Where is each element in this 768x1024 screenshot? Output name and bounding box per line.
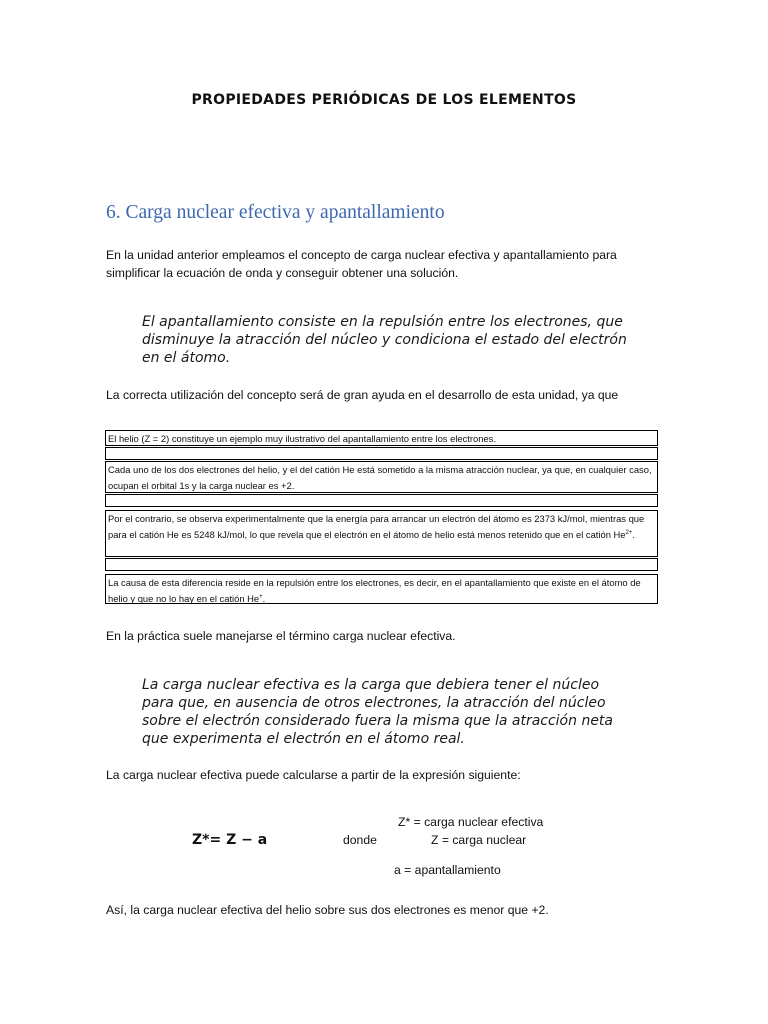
section-heading: 6. Carga nuclear efectiva y apantallamiento bbox=[106, 202, 445, 223]
legend-z: Z = carga nuclear bbox=[431, 833, 527, 847]
helium-conclusion-paragraph: Así, la carga nuclear efectiva del helio sobre sus dos electrones es menor que +2. bbox=[106, 903, 549, 917]
ionization-energy-box bbox=[105, 510, 658, 557]
empty-box bbox=[105, 558, 658, 571]
repulsion-cause-text: La causa de esta diferencia reside en la repulsión entre los electrones, es decir, en el apantallamiento que existe en el átomo de helio y que no lo hay en el catión He bbox=[108, 577, 641, 604]
expression-intro-paragraph: La carga nuclear efectiva puede calcularse a partir de la expresión siguiente: bbox=[106, 768, 521, 782]
empty-box bbox=[105, 447, 658, 460]
electrons-attraction-box bbox=[105, 461, 658, 493]
repulsion-cause-box bbox=[105, 574, 658, 604]
empty-box bbox=[105, 494, 658, 507]
sentence-end: . bbox=[262, 592, 266, 604]
practice-paragraph: En la práctica suele manejarse el término carga nuclear efectiva. bbox=[106, 629, 456, 643]
intro-paragraph: En la unidad anterior empleamos el concepto de carga nuclear efectiva y apantallamiento para simplificar la ecuación de onda y conseguir obtener una solución. bbox=[106, 248, 617, 280]
effective-charge-formula: Z*= Z − a bbox=[192, 832, 268, 848]
effective-charge-definition-quote: La carga nuclear efectiva es la carga que debiera tener el núcleo para que, en ausencia de otros electrones, la atracción del núcleo sobre el electrón considerado fuera la misma que la atracción neta que experimenta el electrón en el átomo real. bbox=[142, 677, 614, 747]
donde-label: donde bbox=[343, 833, 377, 847]
shielding-definition-quote: El apantallamiento consiste en la repulsión entre los electrones, que disminuye la atracción del núcleo y condiciona el estado del electrón en el átomo. bbox=[142, 314, 627, 366]
legend-a: a = apantallamiento bbox=[394, 863, 501, 877]
helium-example-text: El helio (Z = 2) constituye un ejemplo muy ilustrativo del apantallamiento entre los electrones. bbox=[108, 433, 496, 444]
sentence-end: . bbox=[632, 528, 635, 540]
helium-example-box bbox=[105, 430, 658, 446]
usage-paragraph: La correcta utilización del concepto será de gran ayuda en el desarrollo de esta unidad, ya que bbox=[106, 388, 619, 402]
ionization-energy-text: Por el contrario, se observa experimentalmente que la energía para arrancar un electrón del átomo es 2373 kJ/mol, mientras que para el catión He es 5248 kJ/mol, lo que revela que el electrón en el átomo de helio está menos retenido que en el catión He bbox=[108, 513, 645, 540]
cation-charge-superscript: + bbox=[259, 593, 263, 600]
cation-charge-superscript: 2+ bbox=[625, 529, 633, 536]
electrons-attraction-text: Cada uno de los dos electrones del helio, y el del catión He está sometido a la misma atracción nuclear, ya que, en cualquier caso, ocupan el orbital 1s y la carga nuclear es +2. bbox=[108, 464, 652, 491]
legend-zstar: Z* = carga nuclear efectiva bbox=[398, 815, 544, 829]
document-title: PROPIEDADES PERIÓDICAS DE LOS ELEMENTOS bbox=[191, 92, 577, 108]
